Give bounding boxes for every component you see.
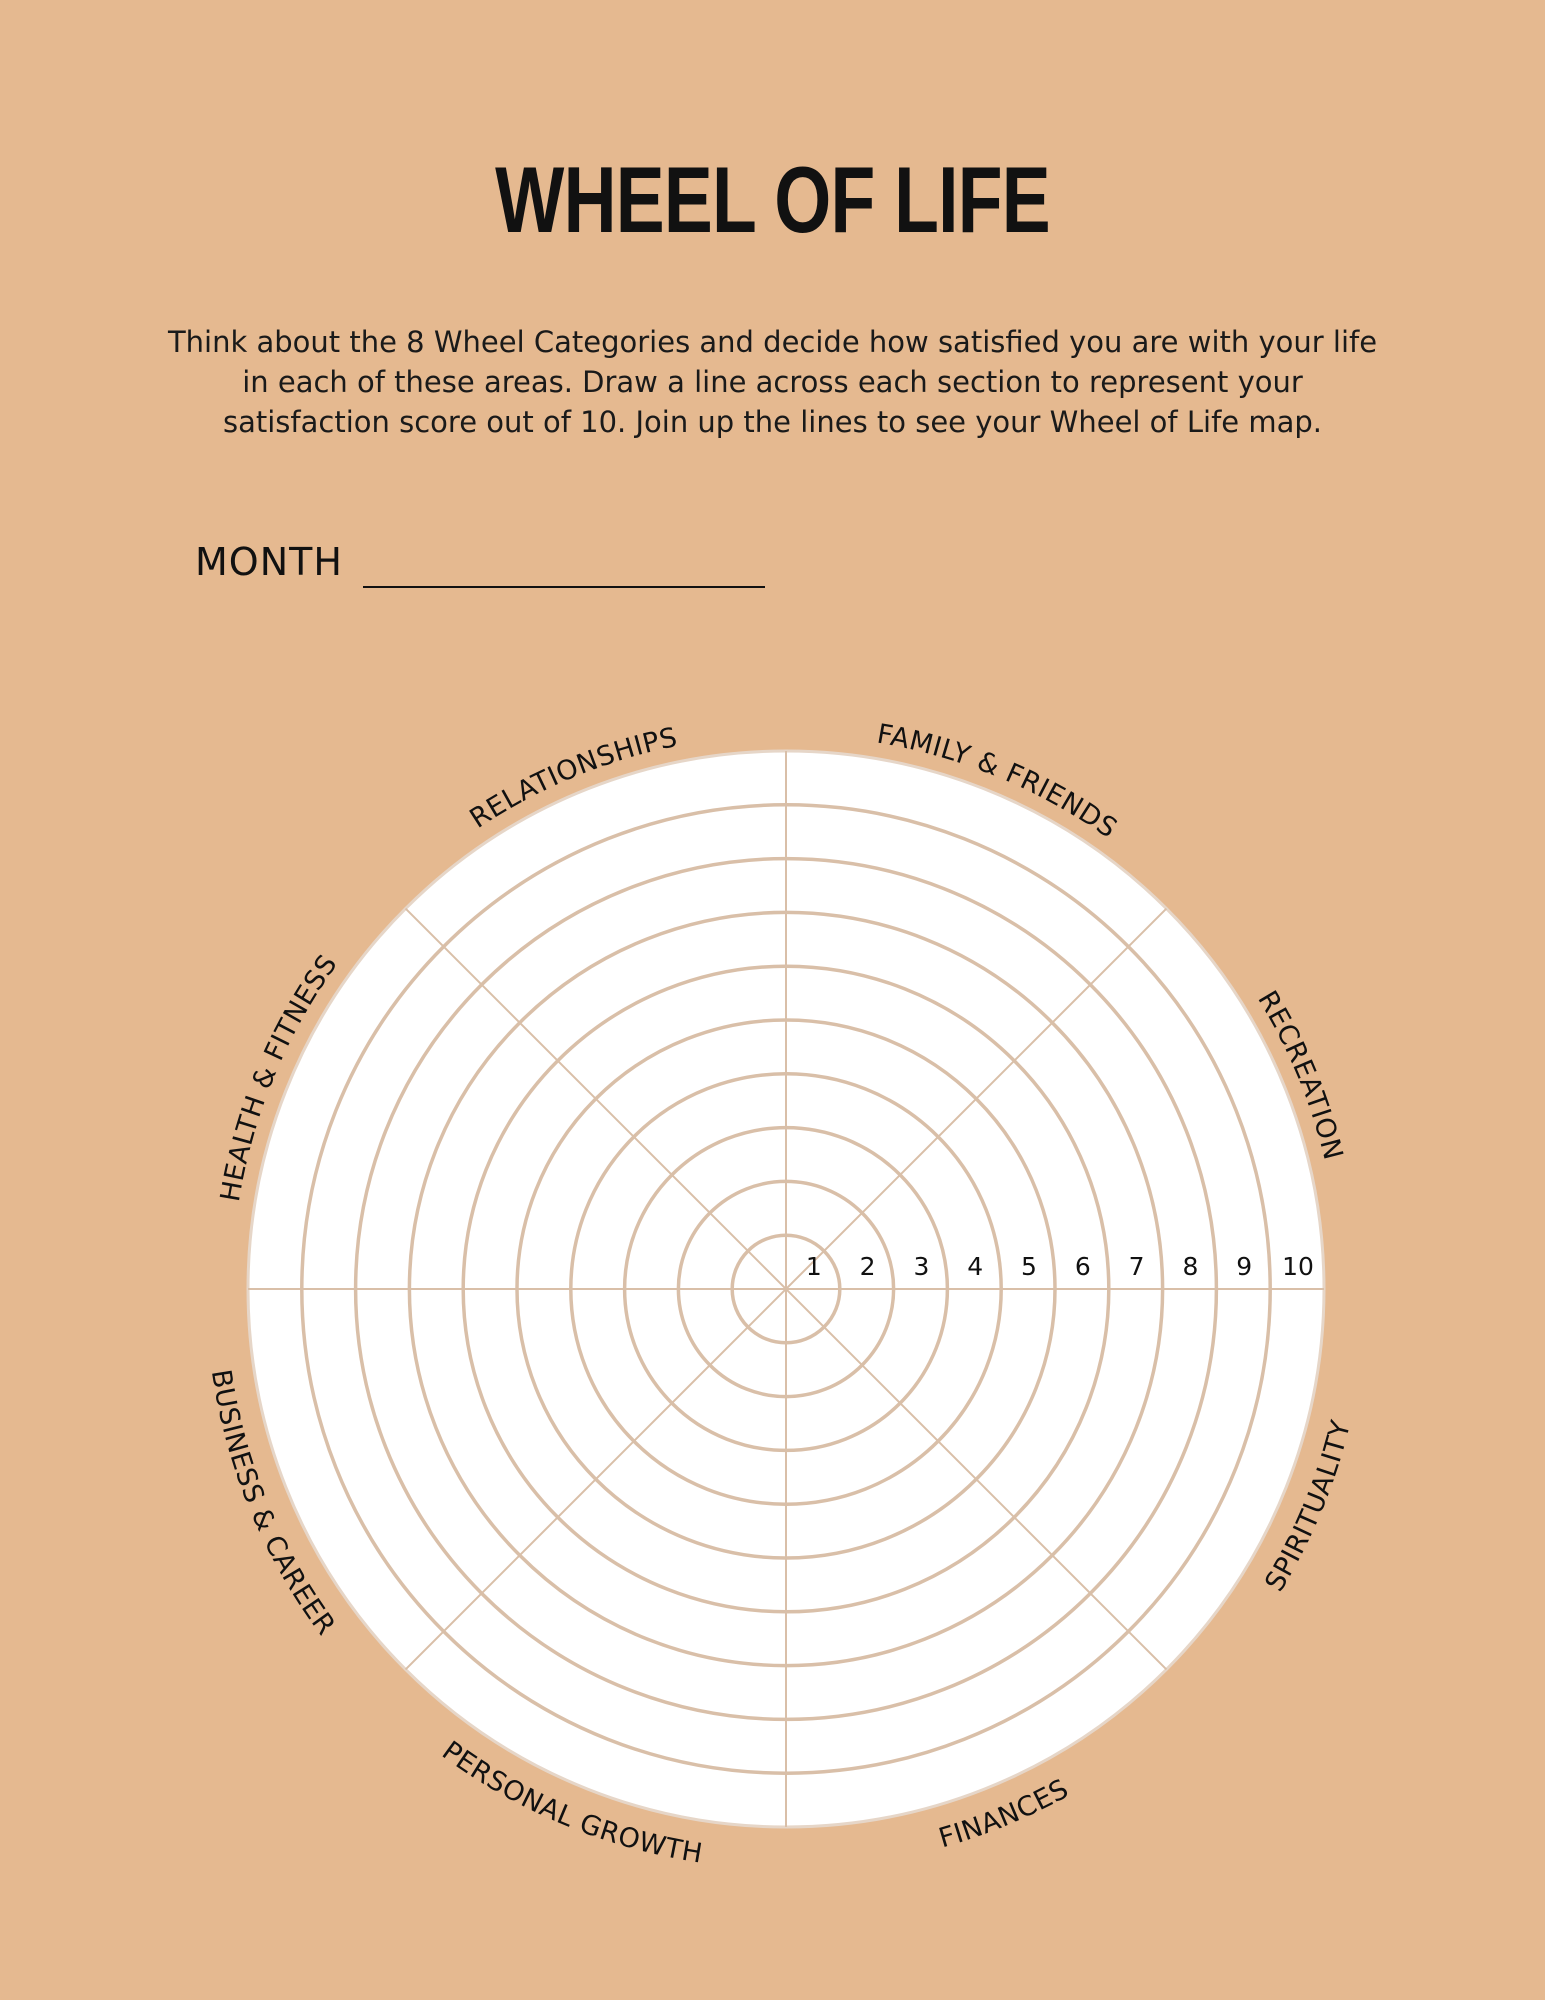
instructions-line-3: satisfaction score out of 10. Join up the lines to see your Wheel of Life map. — [223, 405, 1322, 439]
category-label-3: FINANCES — [935, 1773, 1075, 1855]
category-label-4: PERSONAL GROWTH — [436, 1735, 705, 1870]
category-label-7: RELATIONSHIPS — [464, 721, 681, 835]
category-label-0: FAMILY & FRIENDS — [874, 718, 1123, 845]
scale-label-3: 3 — [913, 1252, 930, 1281]
scale-label-10: 10 — [1282, 1252, 1314, 1281]
scale-label-1: 1 — [805, 1252, 822, 1281]
scale-label-2: 2 — [859, 1252, 876, 1281]
scale-label-4: 4 — [967, 1252, 984, 1281]
scale-label-6: 6 — [1074, 1252, 1091, 1281]
instructions-line-1: Think about the 8 Wheel Categories and decide how satisfied you are with your life — [167, 325, 1378, 359]
instructions-line-2: in each of these areas. Draw a line across each section to represent your — [242, 365, 1303, 399]
category-label-2: SPIRITUALITY — [1259, 1417, 1358, 1597]
month-label: MONTH — [195, 540, 343, 584]
category-label-5: BUSINESS & CAREER — [204, 1367, 342, 1642]
scale-label-5: 5 — [1021, 1252, 1037, 1281]
category-label-1: RECREATION — [1251, 985, 1349, 1164]
scale-label-8: 8 — [1182, 1252, 1199, 1281]
scale-label-7: 7 — [1128, 1252, 1145, 1281]
scale-label-9: 9 — [1236, 1252, 1253, 1281]
wheel-body — [248, 751, 1324, 1827]
page-title: WHEEL OF LIFE — [495, 147, 1050, 252]
category-label-6: HEALTH & FITNESS — [215, 949, 344, 1204]
